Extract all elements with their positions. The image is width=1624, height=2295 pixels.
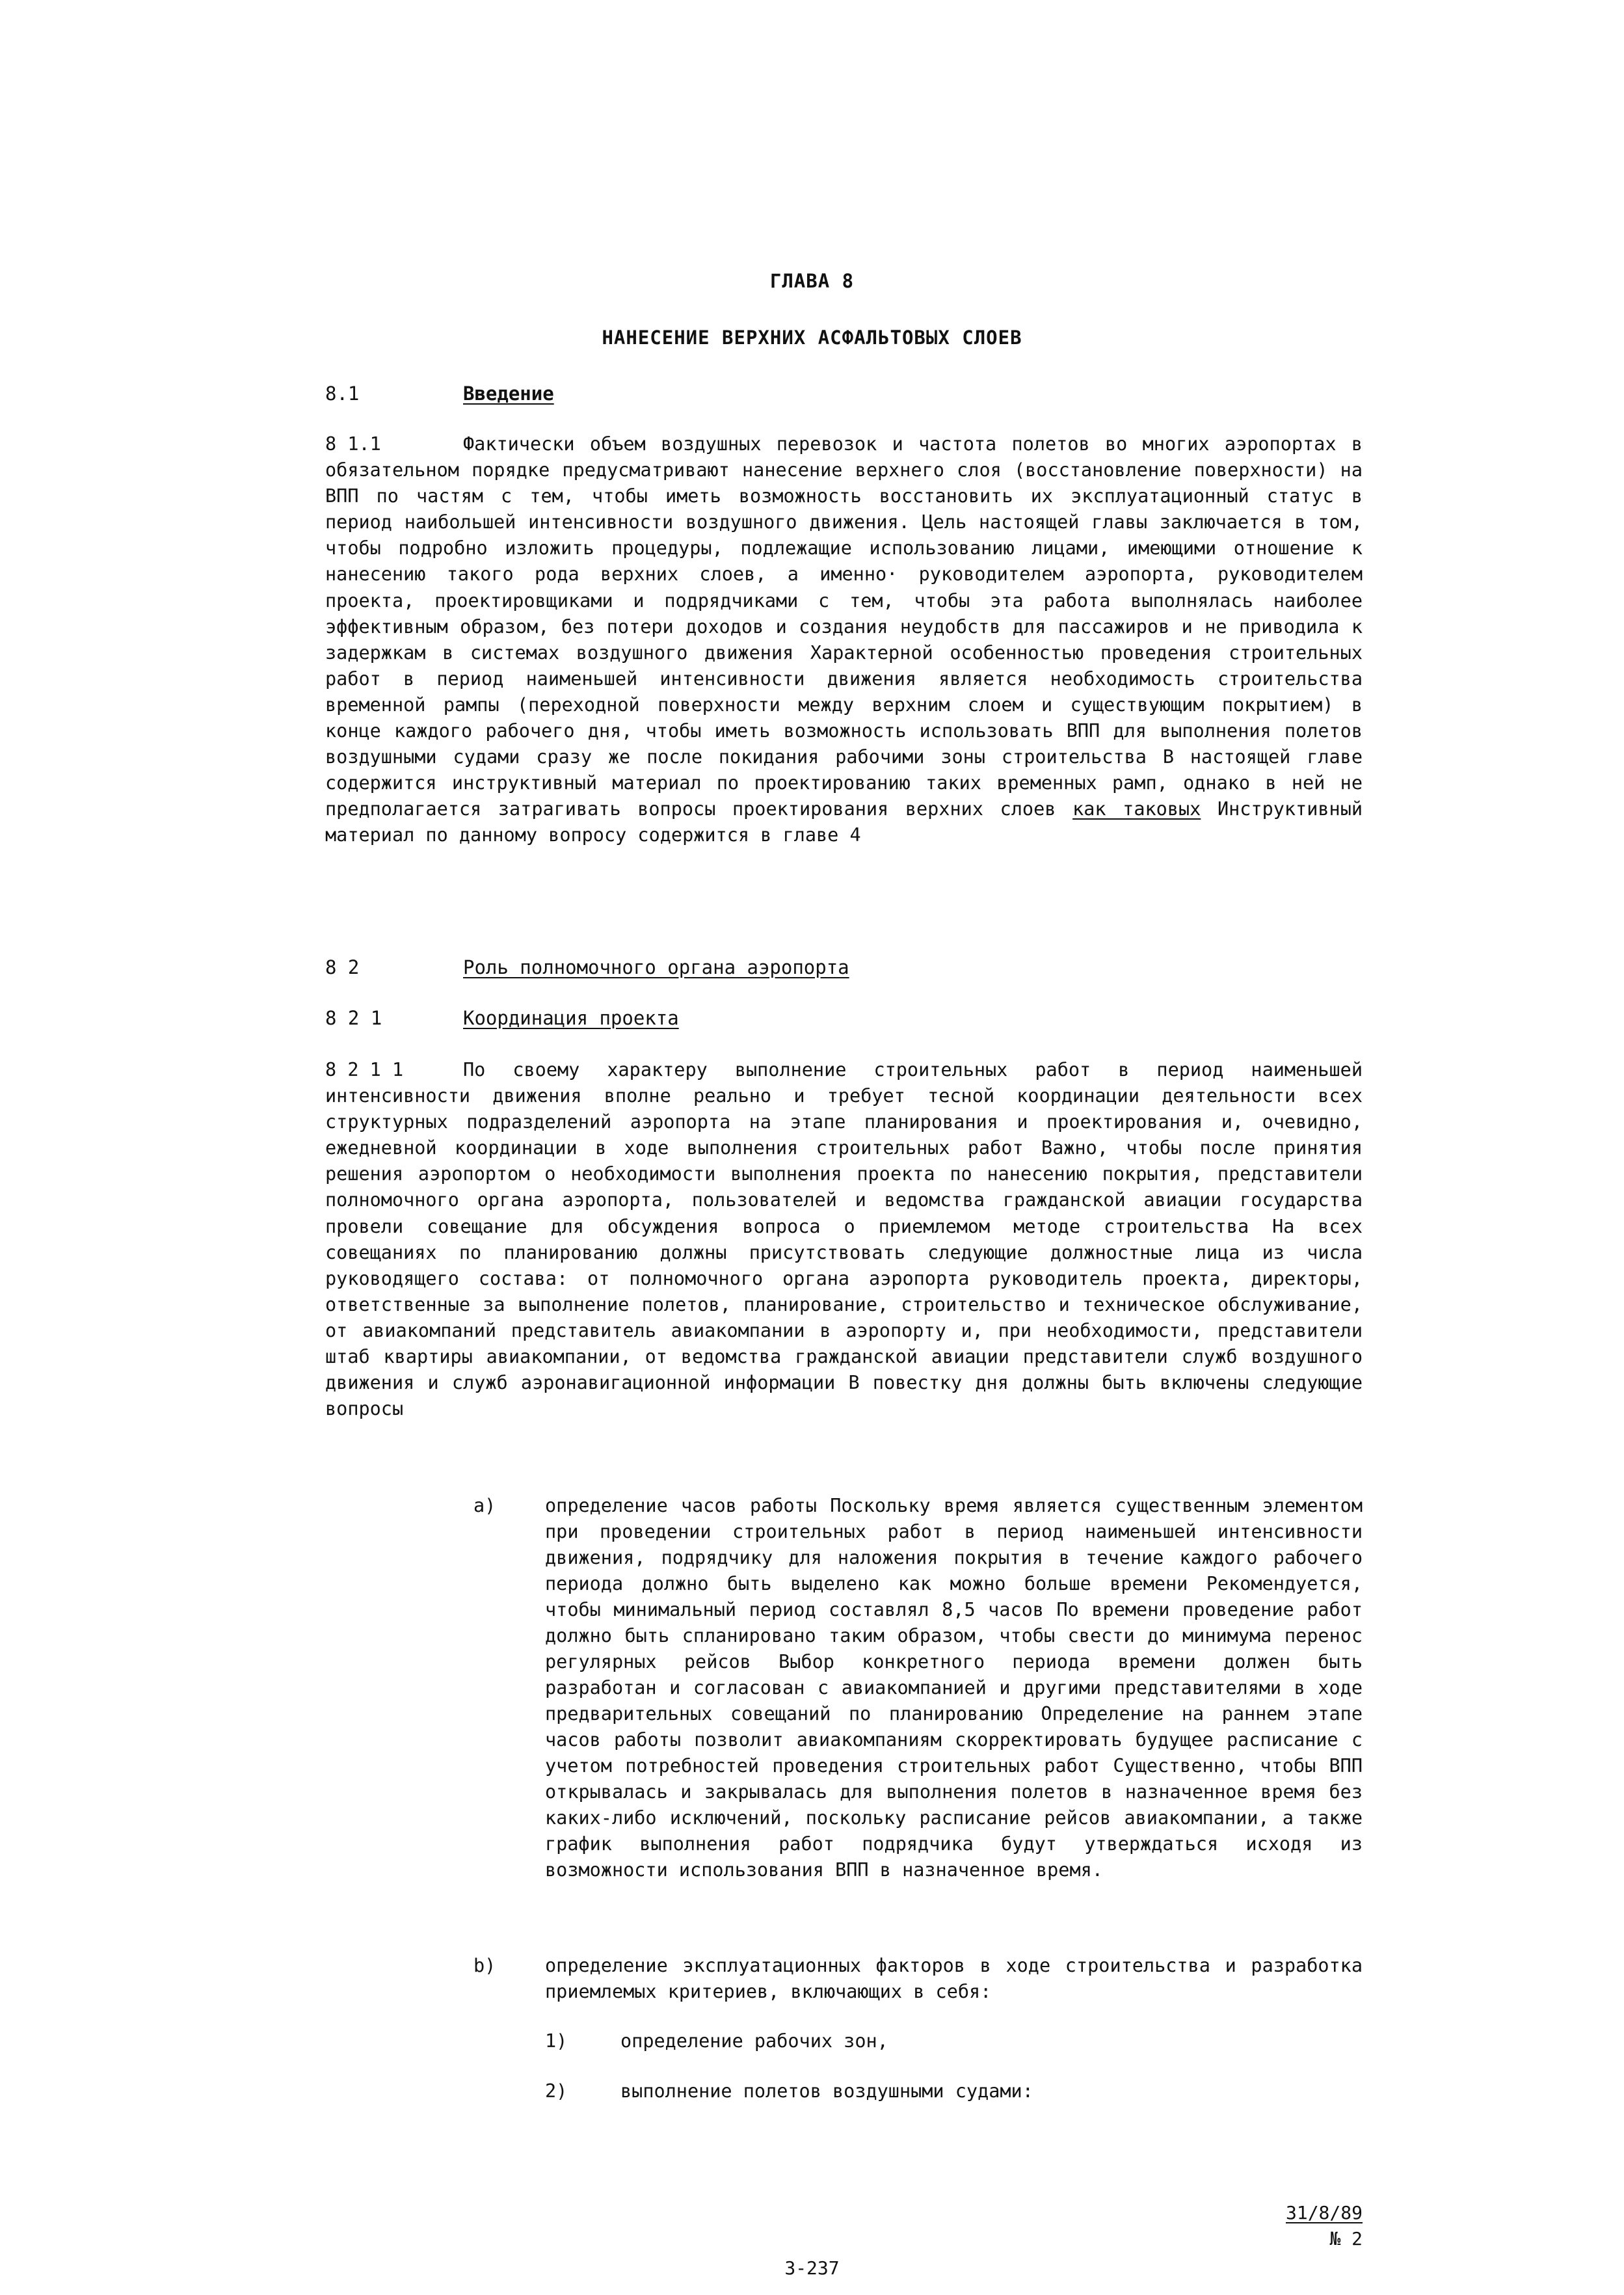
list-item-label: b): [473, 1955, 496, 1976]
sub-item-1: [545, 2028, 1363, 2054]
section-number: 8 2 1: [325, 1007, 382, 1029]
paragraph-8-2-1-1: [325, 1057, 1363, 1422]
list-item-label: a): [473, 1495, 496, 1516]
chapter-number: ГЛАВА 8: [769, 270, 855, 292]
section-8-2-1-heading: [325, 1007, 679, 1029]
paragraph-number: 8 2 1 1: [325, 1059, 404, 1080]
chapter-title: НАНЕСЕНИЕ ВЕРХНИХ АСФАЛЬТОВЫХ СЛОЕВ: [602, 327, 1022, 349]
section-number: 8.1: [325, 382, 360, 405]
list-item-b: [473, 1953, 1363, 2005]
section-number: 8 2: [325, 956, 360, 978]
footer-date: 31/8/89: [1285, 2202, 1363, 2223]
sub-item-text: выполнение полетов воздушными судами:: [620, 2080, 1033, 2102]
list-item-text: определение часов работы Поскольку время является существенным элементом при проведении строительных работ в период наименьшей интенсивности движения, подрядчику для наложения покрытия в течение каждого рабочего периода должно быть выделено как можно больше времени Рекомендуется, чтобы минимальный период составлял 8,5 часов По времени проведение работ должно быть спланировано таким образом, чтобы свести до минимума перенос регулярных рейсов Выбор конкретного периода времени должен быть разработан и согласован с авиакомпанией и другими представителями в ходе предварительных совещаний по планированию Определение на раннем этапе часов работы позволит авиакомпаниям скорректировать будущее расписание с учетом потребностей проведения строительных работ Существенно, чтобы ВПП открывалась и закрывалась для выполнения полетов в назначенное время без каких-либо исключений, поскольку расписание рейсов авиакомпании, а также график выполнения работ подрядчика будут утверждаться исходя из возможности использования ВПП в назначенное время.: [545, 1495, 1363, 1881]
sub-item-2: [545, 2078, 1363, 2104]
section-8-1-heading: [325, 382, 554, 405]
list-item-text: определение эксплуатационных факторов в ходе строительства и разработка приемлемых критериев, включающих в себя:: [545, 1955, 1363, 2002]
paragraph-8-1-1: [325, 431, 1363, 849]
underlined-phrase: как таковых: [1072, 798, 1201, 820]
paragraph-text: По своему характеру выполнение строительных работ в период наименьшей интенсивности движения вполне реально и требует тесной координации деятельности всех структурных подразделений аэропорта на этапе планирования и проектирования и, очевидно, ежедневной координации в ходе выполнения строительных работ Важно, чтобы после принятия решения аэропортом о необходимости выполнения проекта по нанесению покрытия, представители полномочного органа аэропорта, пользователей и ведомства гражданской авиации государства провели совещание для обсуждения вопроса о приемлемом методе строительства На всех совещаниях по планированию должны присутствовать следующие должностные лица из числа руководящего состава: от полномочного органа аэропорта руководитель проекта, директоры, ответственные за выполнение полетов, планирование, строительство и техническое обслуживание, от авиакомпаний представитель авиакомпании в аэропорту и, при необходимости, представители штаб квартиры авиакомпании, от ведомства гражданской авиации представители служб воздушного движения и служб аэронавигационной информации В повестку дня должны быть включены следующие вопросы: [325, 1059, 1363, 1420]
section-title: Координация проекта: [463, 1007, 679, 1029]
paragraph-number: 8 1.1: [325, 433, 381, 455]
list-item-a: [473, 1493, 1363, 1883]
paragraph-text: Фактически объем воздушных перевозок и частота полетов во многих аэропортах в обязательном порядке предусматривают нанесение верхнего слоя (восстановление поверхности) на ВПП по частям с тем, чтобы иметь возможность восстановить их эксплуатационный статус в период наибольшей интенсивности воздушного движения. Цель настоящей главы заключается в том, чтобы подробно изложить процедуры, подлежащие использованию лицами, имеющими отношение к нанесению такого рода верхних слоев, а именно· руководителем аэропорта, руководителем проекта, проектировщиками и подрядчиками с тем, чтобы эта работа выполнялась наиболее эффективным образом, без потери доходов и создания неудобств для пассажиров и не приводила к задержкам в системах воздушного движения Характерной особенностью проведения строительных работ в период наименьшей интенсивности движения является необходимость строительства временной рампы (переходной поверхности между верхним слоем и существующим покрытием) в конце каждого рабочего дня, чтобы иметь возможность использовать ВПП для выполнения полетов воздушными судами сразу же после покидания рабочими зоны строительства В настоящей главе содержится инструктивный материал по проектированию таких временных рамп, однако в ней не предполагается затрагивать вопросы проектирования верхних слоев: [325, 433, 1363, 820]
sub-item-text: определение рабочих зон,: [620, 2030, 888, 2052]
section-title: Роль полномочного органа аэропорта: [463, 956, 849, 978]
sub-item-label: 2): [545, 2080, 568, 2102]
page-number: 3-237: [784, 2257, 840, 2279]
section-title: Введение: [463, 382, 554, 405]
sub-item-label: 1): [545, 2030, 568, 2052]
footer-amendment-number: № 2: [1329, 2228, 1363, 2249]
paragraph-text-end: Инструктивный материал по данному вопросу содержится в главе 4: [325, 798, 1363, 846]
section-8-2-heading: [325, 956, 849, 978]
